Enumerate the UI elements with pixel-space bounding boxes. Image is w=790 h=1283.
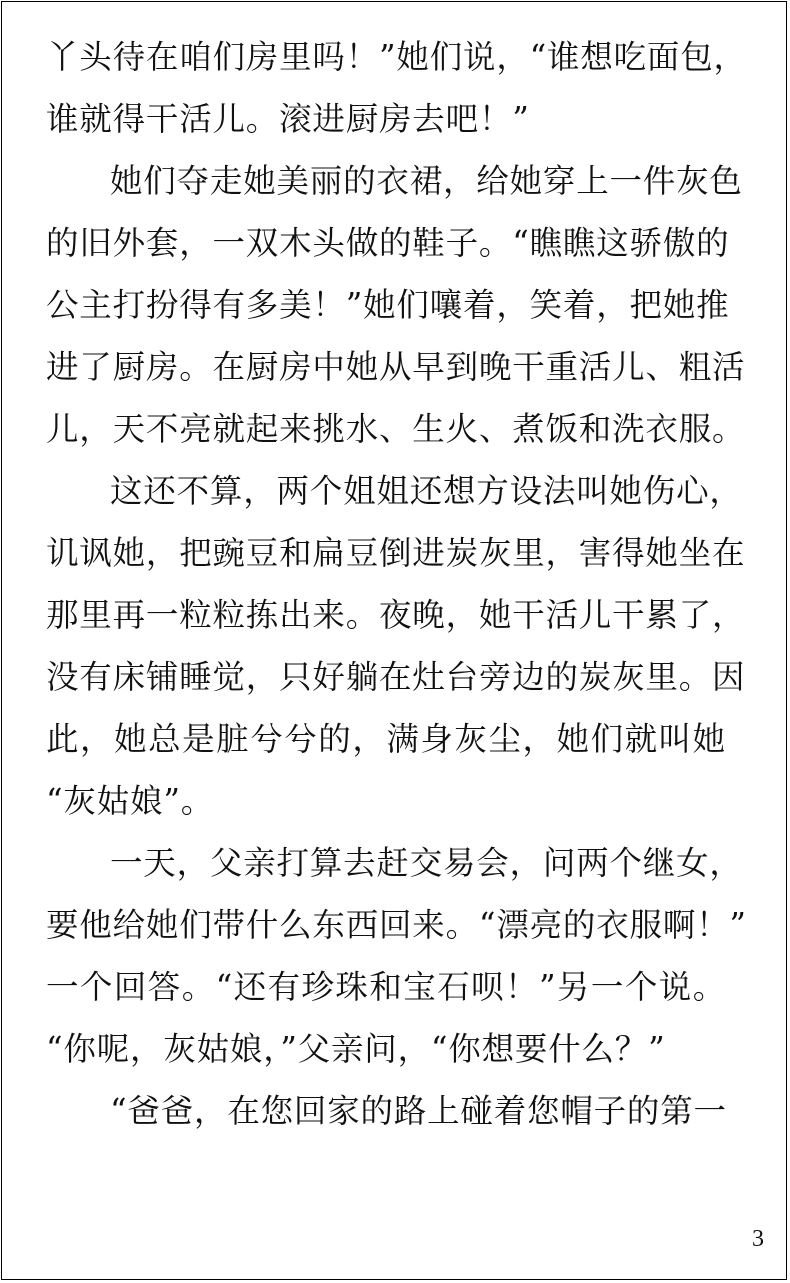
text-line-17: “你呢，灰姑娘，”父亲问，“你想要什么？”	[46, 1030, 666, 1068]
text-line-5: 公主打扮得有多美！”她们嚷着，笑着，把她推	[46, 286, 730, 324]
body-text	[46, 26, 747, 1142]
page-number: 3	[752, 1226, 764, 1252]
text-line-8: 这还不算，两个姐姐还想方设法叫她伤心，	[110, 472, 743, 510]
text-line-10: 那里再一粒粒拣出来。夜晚，她干活儿干累了，	[46, 596, 746, 634]
text-line-6: 进了厨房。在厨房中她从早到晚干重活儿、粗活	[46, 348, 746, 386]
text-line-7: 儿，天不亮就起来挑水、生火、煮饭和洗衣服。	[46, 410, 746, 448]
text-line-1: 丫头待在咱们房里吗！”她们说，“谁想吃面包，	[46, 38, 747, 76]
text-line-18: “爸爸，在您回家的路上碰着您帽子的第一	[110, 1092, 727, 1130]
text-line-15: 要他给她们带什么东西回来。“漂亮的衣服啊！”	[46, 906, 747, 944]
text-line-3: 她们夺走她美丽的衣裙，给她穿上一件灰色	[110, 162, 743, 200]
text-line-9: 讥讽她，把豌豆和扁豆倒进炭灰里，害得她坐在	[46, 534, 746, 572]
text-line-16: 一个回答。“还有珍珠和宝石呗！”另一个说。	[46, 968, 726, 1006]
text-line-11: 没有床铺睡觉，只好躺在灶台旁边的炭灰里。因	[46, 658, 746, 696]
text-line-14: 一天，父亲打算去赶交易会，问两个继女，	[110, 844, 743, 882]
text-line-13: “灰姑娘”。	[46, 782, 215, 820]
text-line-2: 谁就得干活儿。滚进厨房去吧！”	[46, 100, 530, 138]
book-page	[1, 1, 787, 1280]
text-line-12: 此，她总是脏兮兮的，满身灰尘，她们就叫她	[46, 720, 726, 758]
text-line-4: 的旧外套，一双木头做的鞋子。“瞧瞧这骄傲的	[46, 224, 730, 262]
